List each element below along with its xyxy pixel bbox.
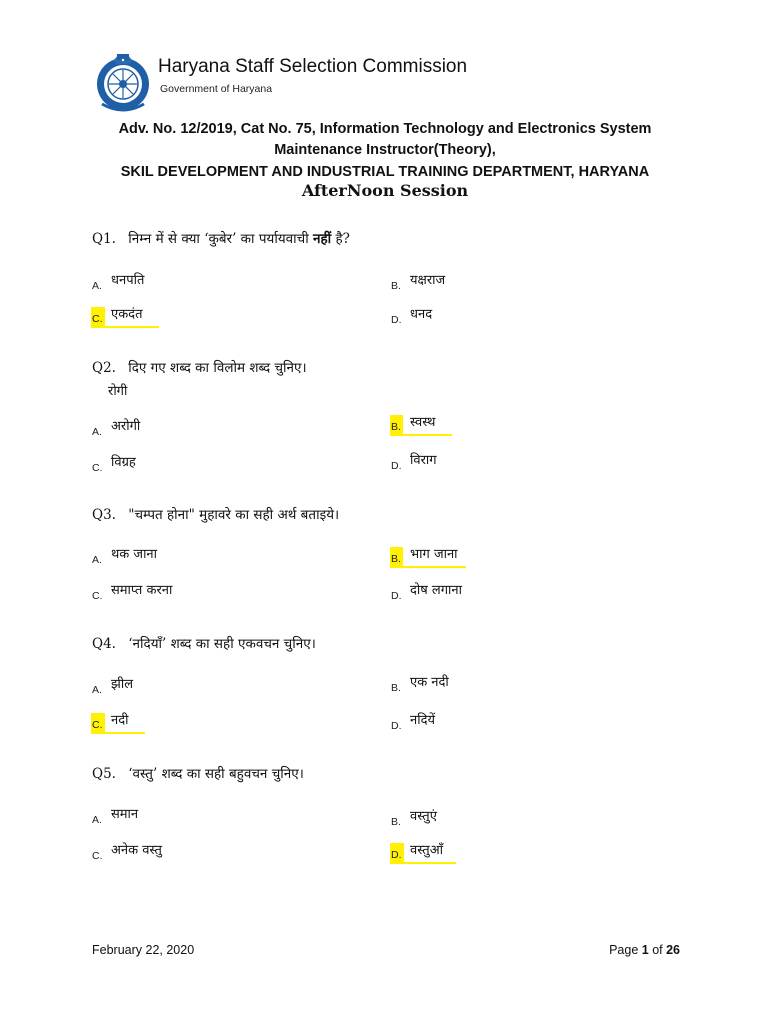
question-1 [92,229,350,247]
question-4 [92,634,316,652]
haryana-emblem-icon [92,46,154,112]
question-text: दिए गए शब्द का विलोम शब्द चुनिए। [128,360,307,376]
question-number: Q1. [92,231,116,247]
post-name-line: Maintenance Instructor(Theory), [274,142,496,158]
option-text: धनद [410,307,433,322]
answer-highlight [390,862,456,864]
question-emphasis: नहीं [313,231,332,247]
option-text: स्वस्थ [410,415,436,430]
option-text: भाग जाना [410,547,458,562]
question-number: Q3. [92,507,116,523]
question-number: Q2. [92,360,116,376]
option-text: एक नदी [410,675,449,690]
option-text: अरोगी [111,419,141,434]
question-text: ‘नदियाँ’ शब्द का सही एकवचन चुनिए। [128,636,316,652]
option-text: झील [111,677,134,692]
option-text: समान [111,807,139,822]
organization-subtitle: Government of Haryana [160,83,273,95]
question-2-word: रोगी [108,384,128,399]
option-letter: C. [91,713,105,732]
option-letter: B. [390,415,403,434]
option-text: विराग [410,453,437,468]
option-text: विग्रह [111,455,136,470]
option-letter: B. [391,682,401,694]
option-letter: C. [92,590,103,602]
question-3 [92,505,339,523]
question-text: ‘वस्तु’ शब्द का सही बहुवचन चुनिए। [128,766,304,782]
option-text: वस्तुएं [410,809,437,824]
option-text: दोष लगाना [410,583,462,598]
option-letter: D. [391,720,402,732]
option-text: एकदंत [111,307,143,322]
option-letter: A. [92,280,102,292]
option-text: धनपति [111,273,145,288]
page-prefix: Page [609,943,642,957]
option-letter: A. [92,814,102,826]
document-header [92,46,692,116]
question-5 [92,764,304,782]
answer-highlight [390,566,466,568]
question-number: Q5. [92,766,116,782]
option-letter: A. [92,554,102,566]
option-text: यक्षराज [410,273,446,288]
option-text: अनेक वस्तु [111,843,162,858]
option-letter: B. [390,547,403,566]
option-text: वस्तुआँ [410,843,443,858]
option-letter: D. [391,314,402,326]
option-letter: D. [391,590,402,602]
page-indicator [609,943,680,957]
question-text-end: है? [331,231,350,247]
option-letter: B. [391,816,401,828]
answer-highlight [91,732,145,734]
option-text: नदियें [410,713,436,728]
answer-highlight [390,434,452,436]
option-letter: C. [92,462,103,474]
department-line: SKIL DEVELOPMENT AND INDUSTRIAL TRAINING DEPARTMENT, HARYANA [120,164,650,180]
session-title: AfterNoon Session [301,181,469,200]
footer-date: February 22, 2020 [92,943,195,957]
option-text: नदी [111,713,129,728]
question-2 [92,358,307,376]
option-letter: B. [391,280,401,292]
option-letter: C. [92,850,103,862]
question-text: "चम्पत होना" मुहावरे का सही अर्थ बताइये। [128,507,340,523]
option-letter: D. [390,843,404,862]
question-number: Q4. [92,636,116,652]
question-text: निम्न में से क्या ‘कुबेर’ का पर्यायवाची [128,231,314,247]
option-letter: A. [92,426,102,438]
page-of: of [648,943,667,957]
organization-name: Haryana Staff Selection Commission [158,56,468,77]
option-letter: C. [91,307,105,326]
advertisement-line: Adv. No. 12/2019, Cat No. 75, Information Technology and Electronics System [118,121,652,137]
page-current: 1 [641,943,649,957]
option-letter: A. [92,684,102,696]
option-text: समाप्त करना [111,583,173,598]
option-letter: D. [391,460,402,472]
answer-highlight [91,326,159,328]
option-text: थक जाना [111,547,158,562]
page-total: 26 [666,943,680,957]
